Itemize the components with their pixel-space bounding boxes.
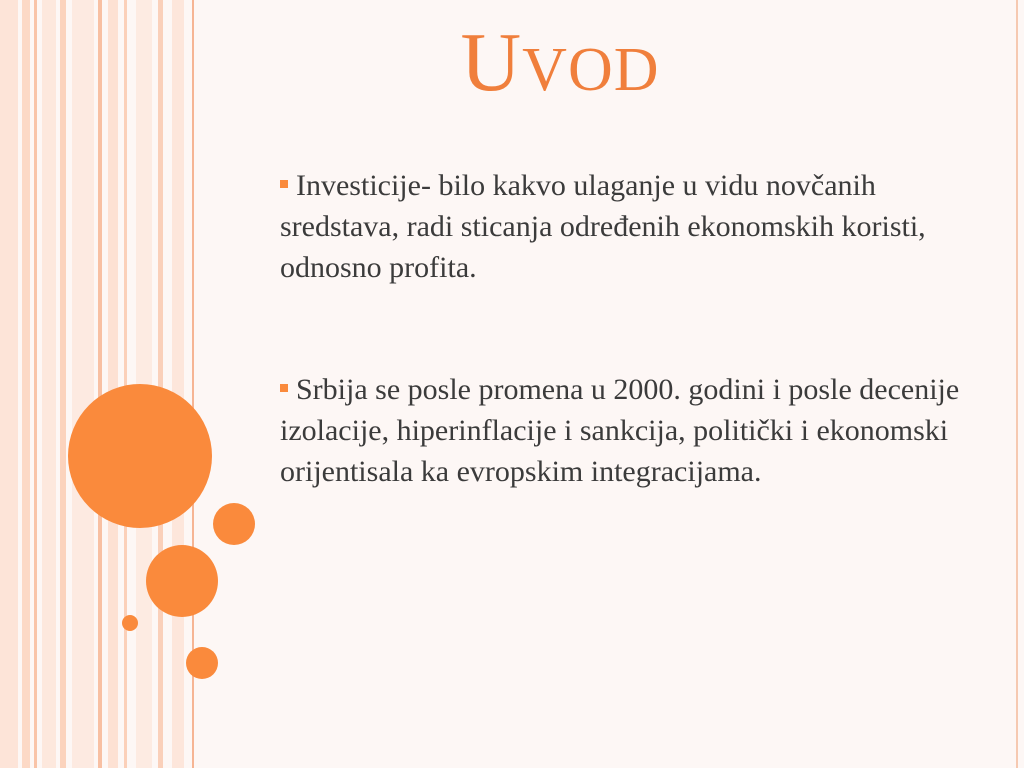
- stripe: [60, 0, 66, 768]
- tiny-circle: [122, 615, 138, 631]
- small-circle: [213, 503, 255, 545]
- bullet-list: [280, 165, 970, 492]
- small-circle: [186, 647, 218, 679]
- stripe: [42, 0, 56, 768]
- stripe: [34, 0, 37, 768]
- title-first-letter: U: [460, 16, 523, 109]
- bullet-text: Srbija se posle promena u 2000. godini i posle decenije izolacije, hiperinflacije i sankcija, politički i ekonomski orijentisala ka evropskim integracijama.: [280, 373, 960, 488]
- stripe: [0, 0, 18, 768]
- square-bullet-icon: [280, 384, 288, 392]
- stripe: [158, 0, 163, 768]
- large-circle: [68, 384, 212, 528]
- medium-circle: [146, 545, 218, 617]
- stripe: [22, 0, 30, 768]
- title-rest: VOD: [522, 36, 660, 104]
- stripe: [98, 0, 102, 768]
- stripe: [124, 0, 127, 768]
- bullet-item: [280, 369, 970, 492]
- bullet-text: Investicije- bilo kakvo ulaganje u vidu novčanih sredstava, radi sticanja određenih ekonomskih koristi, odnosno profita.: [280, 169, 926, 284]
- stripe: [108, 0, 118, 768]
- stripe: [1016, 0, 1018, 768]
- stripe: [172, 0, 184, 768]
- square-bullet-icon: [280, 180, 288, 188]
- bullet-item: [280, 165, 970, 288]
- slide-title: [280, 18, 840, 115]
- stripe: [72, 0, 94, 768]
